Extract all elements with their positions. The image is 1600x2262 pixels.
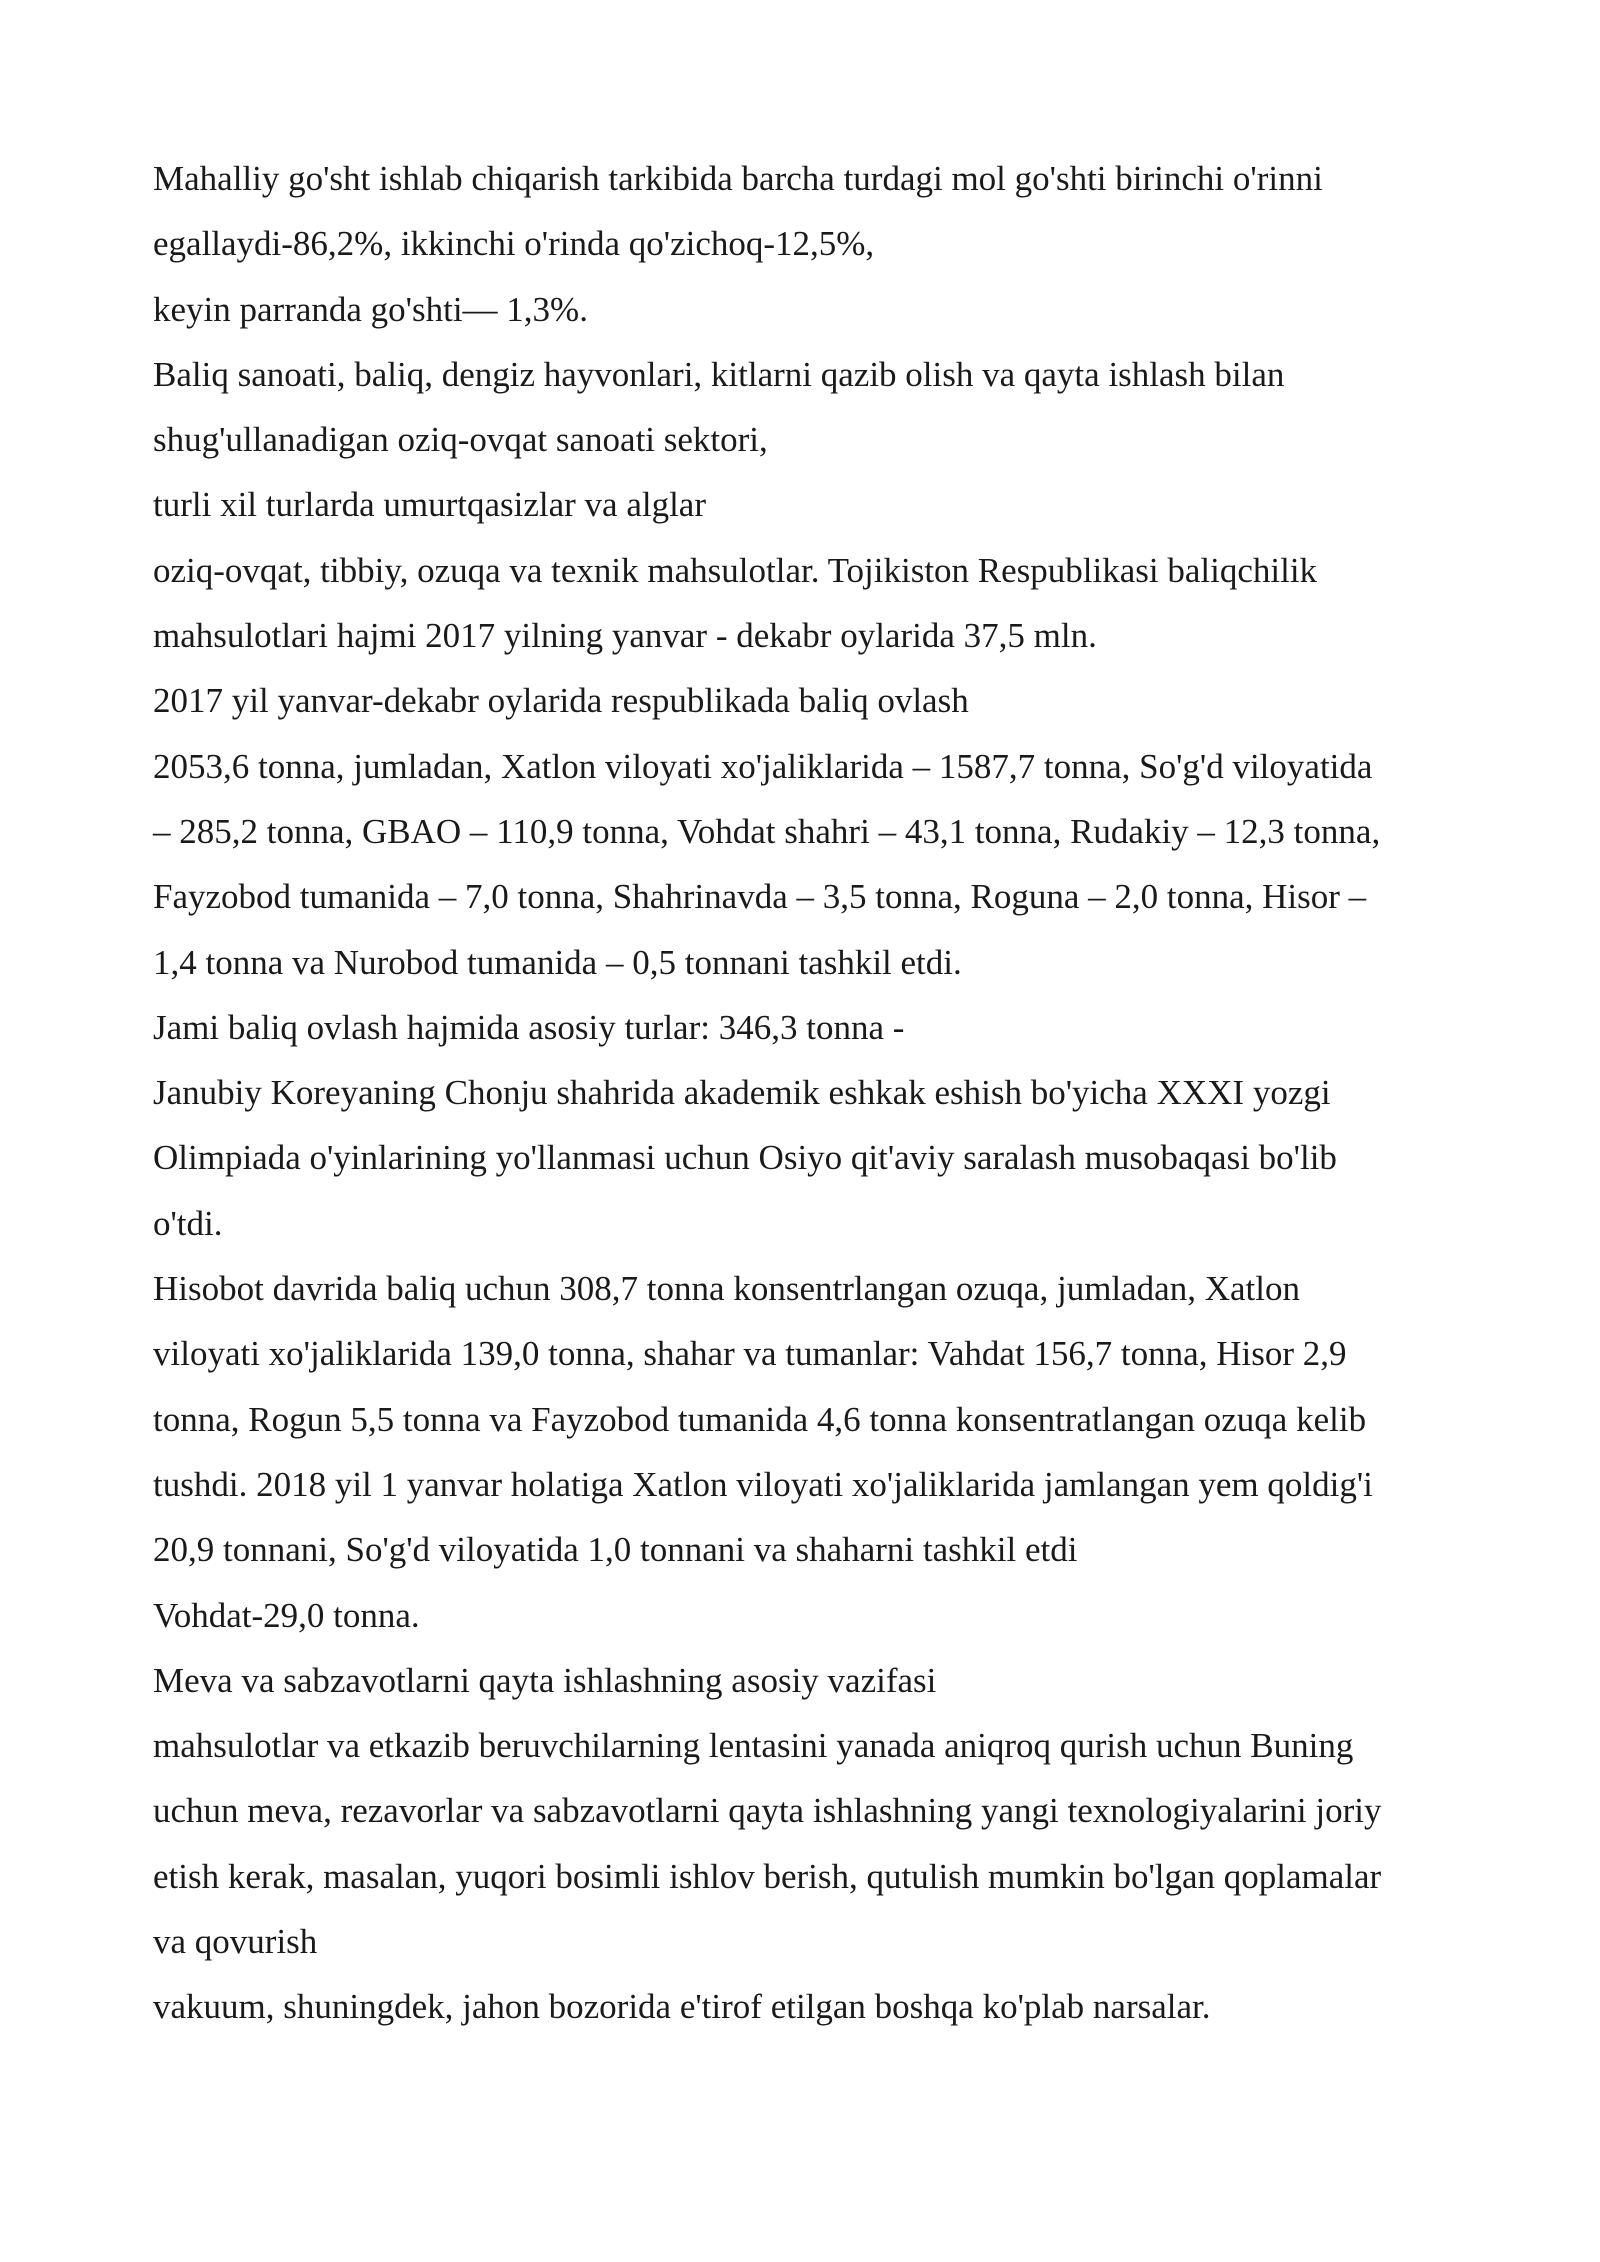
text-line: keyin parranda go'shti— 1,3%. — [153, 289, 588, 329]
text-line: vakuum, shuningdek, jahon bozorida e'tirof etilgan boshqa ko'plab narsalar. — [153, 1987, 1211, 2027]
text-line: va qovurish — [153, 1922, 318, 1962]
text-line: 2053,6 tonna, jumladan, Xatlon viloyati xo'jaliklarida – 1587,7 tonna, So'g'd viloyatida — [153, 746, 1373, 786]
text-line: turli xil turlarda umurtqasizlar va alglar — [153, 485, 706, 525]
text-line: 20,9 tonnani, So'g'd viloyatida 1,0 tonnani va shaharni tashkil etdi — [153, 1530, 1078, 1570]
text-line: Fayzobod tumanida – 7,0 tonna, Shahrinavda – 3,5 tonna, Roguna – 2,0 tonna, Hisor – — [153, 877, 1367, 917]
text-line: Baliq sanoati, baliq, dengiz hayvonlari, kitlarni qazib olish va qayta ishlash bilan — [153, 354, 1285, 394]
text-line: tushdi. 2018 yil 1 yanvar holatiga Xatlon viloyati xo'jaliklarida jamlangan yem qoldig'i — [153, 1464, 1373, 1504]
text-line: Hisobot davrida baliq uchun 308,7 tonna konsentrlangan ozuqa, jumladan, Xatlon — [153, 1269, 1300, 1309]
text-line: oziq-ovqat, tibbiy, ozuqa va texnik mahsulotlar. Tojikiston Respublikasi baliqchilik — [153, 550, 1318, 590]
text-line: Meva va sabzavotlarni qayta ishlashning asosiy vazifasi — [153, 1660, 937, 1700]
text-line: Olimpiada o'yinlarining yo'llanmasi uchun Osiyo qit'aviy saralash musobaqasi bo'lib — [153, 1138, 1337, 1178]
text-line: o'tdi. — [153, 1203, 223, 1243]
text-line: mahsulotlari hajmi 2017 yilning yanvar - dekabr oylarida 37,5 mln. — [153, 616, 1097, 656]
text-line: egallaydi-86,2%, ikkinchi o'rinda qo'zichoq-12,5%, — [153, 224, 875, 264]
text-line: mahsulotlar va etkazib beruvchilarning lentasini yanada aniqroq qurish uchun Buning — [153, 1726, 1354, 1766]
text-line: Janubiy Koreyaning Chonju shahrida akademik eshkak eshish bo'yicha XXXI yozgi — [153, 1073, 1331, 1113]
text-line: – 285,2 tonna, GBAO – 110,9 tonna, Vohdat shahri – 43,1 tonna, Rudakiy – 12,3 tonna, — [153, 811, 1381, 851]
text-line: viloyati xo'jaliklarida 139,0 tonna, shahar va tumanlar: Vahdat 156,7 tonna, Hisor 2,9 — [153, 1334, 1347, 1374]
text-line: etish kerak, masalan, yuqori bosimli ishlov berish, qutulish mumkin bo'lgan qoplamalar — [153, 1856, 1382, 1896]
text-line: tonna, Rogun 5,5 tonna va Fayzobod tumanida 4,6 tonna konsentratlangan ozuqa kelib — [153, 1399, 1367, 1439]
text-line: Mahalliy go'sht ishlab chiqarish tarkibida barcha turdagi mol go'shti birinchi o'rinni — [153, 159, 1323, 198]
text-line: Jami baliq ovlash hajmida asosiy turlar: 346,3 tonna - — [153, 1007, 905, 1047]
text-line: shug'ullanadigan oziq-ovqat sanoati sektori, — [153, 420, 768, 460]
document-page — [153, 146, 1513, 2040]
text-line: uchun meva, rezavorlar va sabzavotlarni qayta ishlashning yangi texnologiyalarini joriy — [153, 1791, 1382, 1831]
text-line: 1,4 tonna va Nurobod tumanida – 0,5 tonnani tashkil etdi. — [153, 942, 962, 982]
text-line: 2017 yil yanvar-dekabr oylarida respublikada baliq ovlash — [153, 681, 969, 721]
text-line: Vohdat-29,0 tonna. — [153, 1595, 420, 1635]
